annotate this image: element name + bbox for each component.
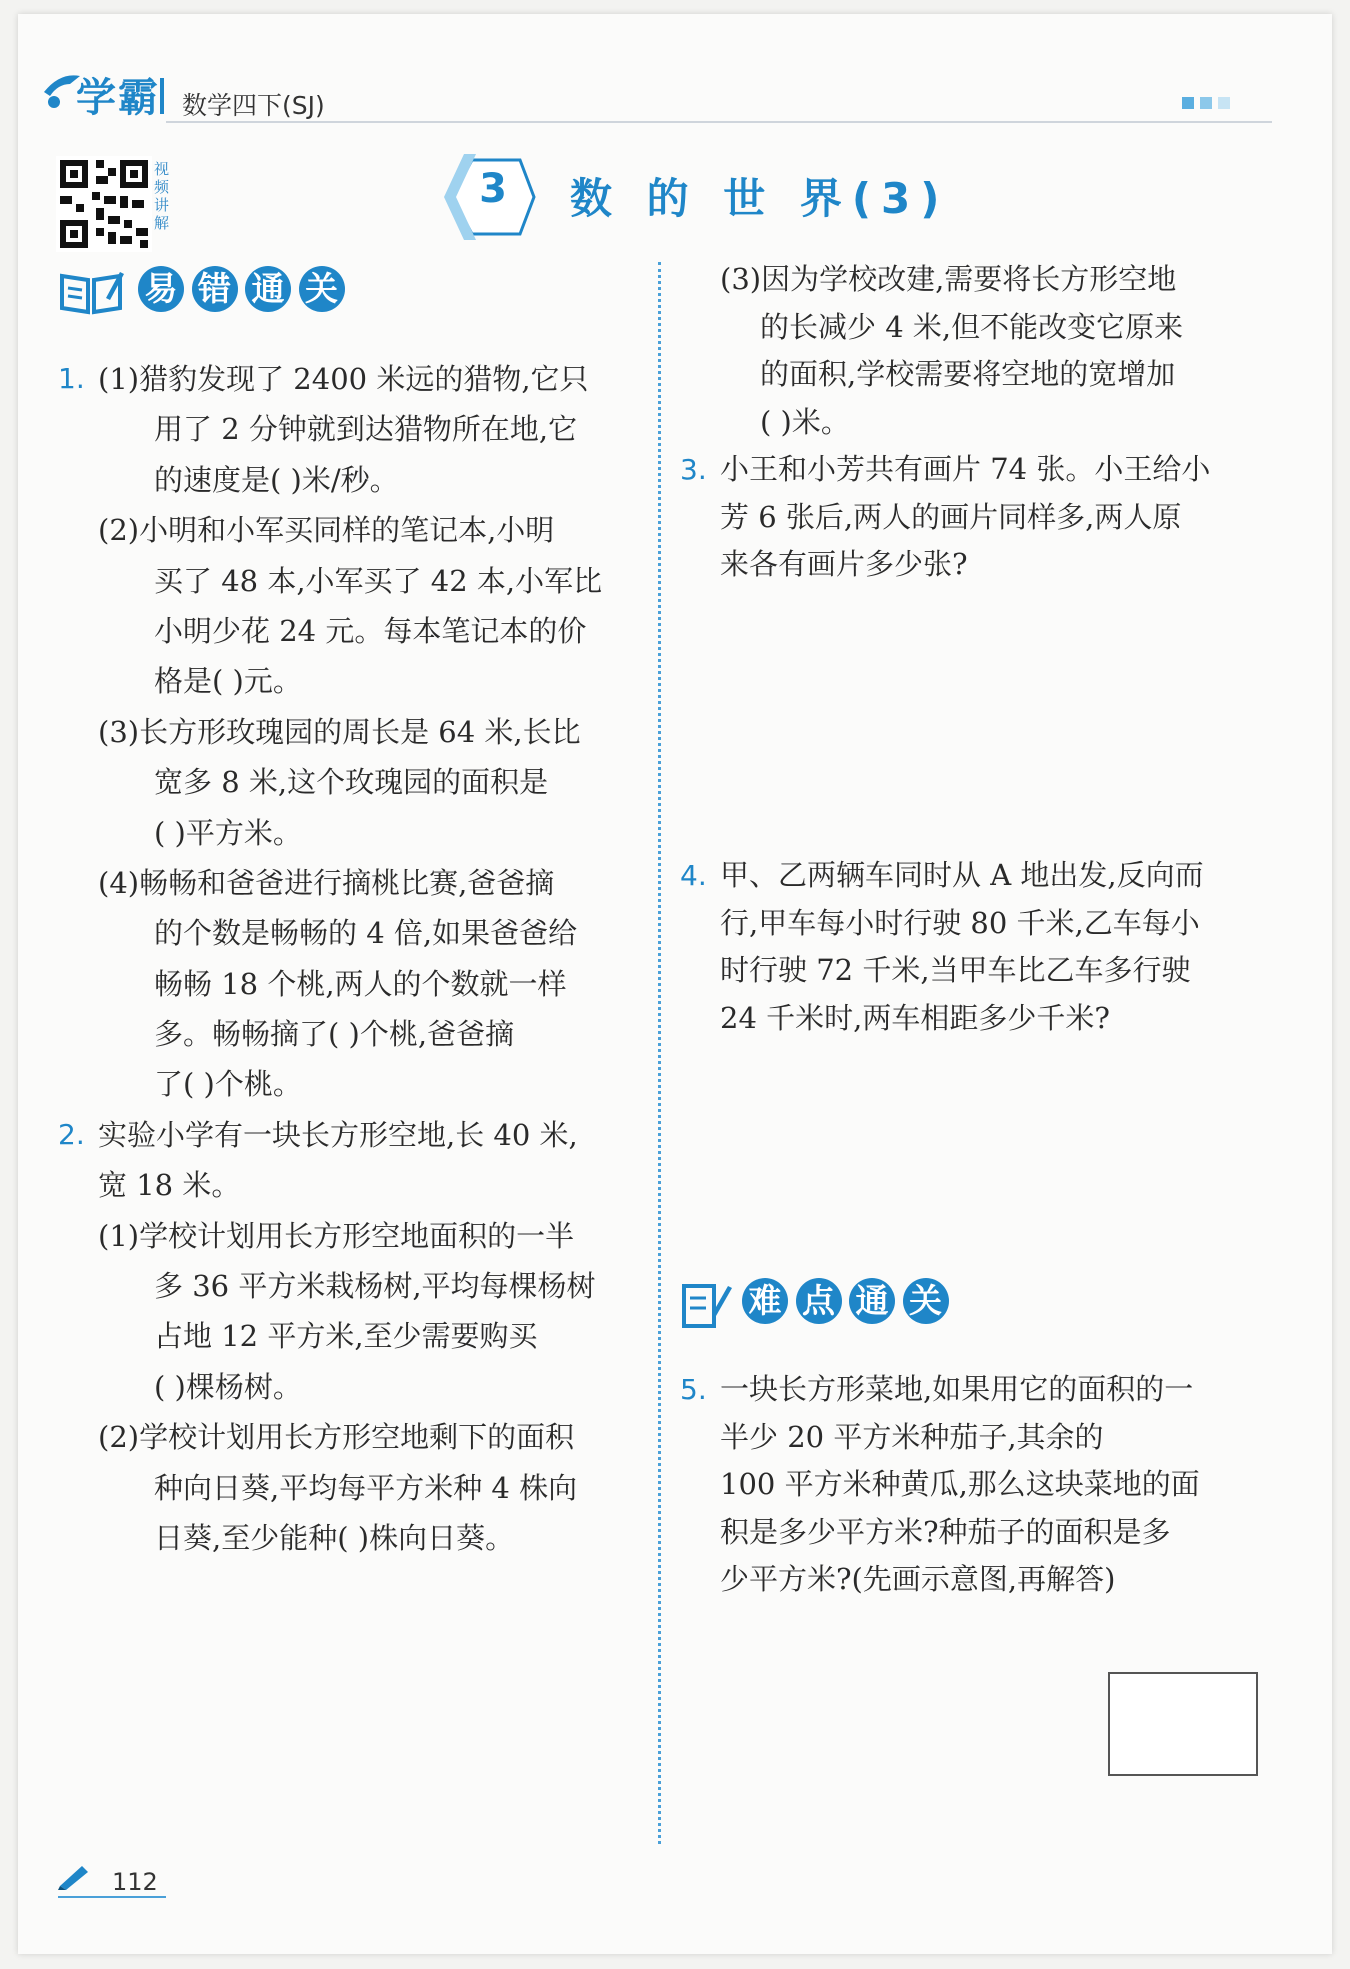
question-number: 1. [58,362,85,395]
page-number: 112 [112,1868,158,1896]
question-number: 5. [680,1373,707,1406]
subhead-char: 难 [742,1278,788,1324]
open-book-icon [58,268,124,316]
subhead-char: 易 [138,266,184,312]
question-text: 的速度是( )米/秒。 [154,462,399,497]
question-text: ( )平方米。 [154,815,302,850]
question-text: (1)猎豹发现了 2400 米远的猎物,它只 [98,362,589,396]
subhead-char: 通 [245,266,291,312]
question-text: 芳 6 张后,两人的画片同样多,两人原 [720,499,1182,534]
subhead-easy-mistakes [138,266,341,312]
question-number: 2. [58,1117,85,1151]
question-text: 行,甲车每小时行驶 80 千米,乙车每小 [720,905,1200,940]
notebook-pencil-icon [680,1280,732,1330]
question-number: 4. [680,859,707,892]
question-text: 用了 2 分钟就到达猎物所在地,它 [154,412,578,447]
brand-divider [160,78,164,114]
question-text: 占地 12 平方米,至少需要购买 [154,1319,538,1354]
question-text: 的长减少 4 米,但不能改变它原来 [760,309,1184,344]
question-text: 24 千米时,两车相距多少千米? [720,1000,1110,1035]
question-text: 小王和小芳共有画片 74 张。小王给小 [720,452,1211,486]
subhead-char: 关 [299,266,345,312]
question-text: 一块长方形菜地,如果用它的面积的一 [720,1372,1194,1406]
question-text: ( )米。 [760,404,850,439]
question-text: 甲、乙两辆车同时从 A 地出发,反向而 [720,858,1204,892]
question-text: (3)长方形玫瑰园的周长是 64 米,长比 [98,714,581,749]
question-text: ( )棵杨树。 [154,1369,302,1404]
question-text: 了( )个桃。 [154,1067,302,1102]
question-text: 的个数是畅畅的 4 倍,如果爸爸给 [154,916,578,951]
question-text: 宽多 8 米,这个玫瑰园的面积是 [154,765,549,800]
subhead-char: 错 [192,266,238,312]
question-text: 来各有画片多少张? [720,547,968,581]
question-text: 少平方米?(先画示意图,再解答) [720,1562,1116,1596]
question-text: 积是多少平方米?种茄子的面积是多 [720,1514,1171,1549]
section-title: 数 的 世 界(3) [570,174,950,223]
question-text: 半少 20 平方米种茄子,其余的 [720,1419,1104,1454]
question-text: (2)学校计划用长方形空地剩下的面积 [98,1420,575,1455]
question-text: 多 36 平方米栽杨树,平均每棵杨树 [154,1269,596,1304]
book-title: 数学四下(SJ) [182,91,325,120]
question-number: 3. [680,453,707,486]
question-text: 的面积,学校需要将空地的宽增加 [760,357,1176,391]
question-text: 格是( )元。 [154,664,302,699]
question-text: 实验小学有一块长方形空地,长 40 米, [98,1117,578,1152]
pencil-icon [58,1864,92,1890]
header-rule [166,121,1272,123]
column-divider [658,262,661,1844]
question-text: 日葵,至少能种( )株向日葵。 [154,1520,515,1555]
question-text: 宽 18 米。 [98,1168,241,1203]
subhead-hard-points [742,1278,945,1324]
brand-name: 学霸 [76,75,160,121]
question-text: 买了 48 本,小军买了 42 本,小军比 [154,563,603,598]
question-text: (4)畅畅和爸爸进行摘桃比赛,爸爸摘 [98,865,555,900]
video-lecture-label: 视频讲解 [154,160,170,232]
footer-rule [58,1896,166,1898]
question-text: (1)学校计划用长方形空地面积的一半 [98,1218,575,1253]
question-text: 小明少花 24 元。每本笔记本的价 [154,613,587,648]
question-text: 多。畅畅摘了( )个桃,爸爸摘 [154,1017,515,1052]
question-text: 畅畅 18 个桃,两人的个数就一样 [154,966,567,1001]
question-text: (3)因为学校改建,需要将长方形空地 [720,262,1177,296]
question-text: 时行驶 72 千米,当甲车比乙车多行驶 [720,953,1191,987]
question-text: (2)小明和小军买同样的笔记本,小明 [98,513,555,548]
qr-code-icon[interactable] [56,156,152,252]
header-decoration [1182,94,1236,113]
subhead-char: 点 [796,1278,842,1324]
subhead-char: 通 [849,1278,895,1324]
question-text: 100 平方米种黄瓜,那么这块菜地的面 [720,1467,1200,1501]
section-number: 3 [479,166,507,212]
sketch-answer-box[interactable] [1108,1672,1258,1776]
question-text: 种向日葵,平均每平方米种 4 株向 [154,1470,578,1505]
subhead-char: 关 [903,1278,949,1324]
